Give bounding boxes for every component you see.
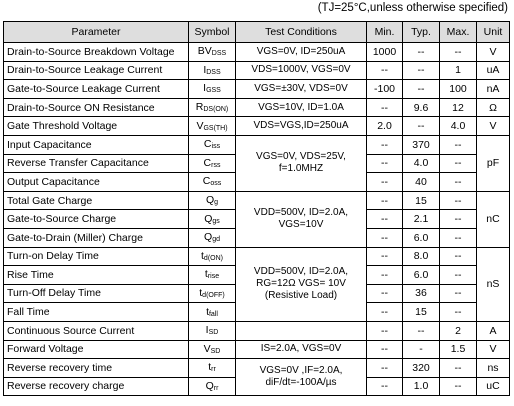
unit-cell: V (477, 117, 510, 136)
max-cell: -- (440, 377, 477, 396)
max-cell: 4.0 (440, 117, 477, 136)
parameter-cell: Gate-to-Drain (Miller) Charge (4, 228, 189, 247)
parameter-cell: Gate-to-Source Leakage Current (4, 80, 189, 99)
max-cell: -- (440, 135, 477, 154)
max-cell: -- (440, 247, 477, 266)
parameter-cell: Reverse recovery charge (4, 377, 189, 396)
parameter-cell: Total Gate Charge (4, 191, 189, 210)
typ-cell: 6.0 (403, 266, 440, 285)
electrical-characteristics-table (3, 21, 510, 396)
test-condition-cell: VGS=0V, VDS=25V, f=1.0MHZ (236, 135, 367, 191)
typ-cell: -- (403, 80, 440, 99)
symbol-cell: $Q_{gs}$ (189, 210, 236, 229)
max-cell: -- (440, 173, 477, 192)
typ-cell: 15 (403, 303, 440, 322)
test-condition-cell: VGS=±30V, VDS=0V (236, 80, 367, 99)
typ-cell: - (403, 340, 440, 359)
symbol-cell: $I_{GSS}$ (189, 80, 236, 99)
min-cell: -- (367, 154, 403, 173)
max-cell: -- (440, 266, 477, 285)
symbol-cell: $t_{d(OFF)}$ (189, 284, 236, 303)
header-row (4, 22, 510, 43)
typ-cell: -- (403, 321, 440, 340)
min-cell: -- (367, 191, 403, 210)
symbol-cell: $t_{rise}$ (189, 266, 236, 285)
symbol-cell: $I_{DSS}$ (189, 61, 236, 80)
table-row (4, 321, 510, 340)
unit-cell: uA (477, 61, 510, 80)
symbol-cell: $I_{SD}$ (189, 321, 236, 340)
max-cell: 1 (440, 61, 477, 80)
symbol-cell: $C_{iss}$ (189, 135, 236, 154)
parameter-cell: Drain-to-Source Leakage Current (4, 61, 189, 80)
parameter-cell: Reverse recovery time (4, 359, 189, 378)
table-row (4, 247, 510, 266)
max-cell: -- (440, 191, 477, 210)
test-condition-cell (236, 321, 367, 340)
max-cell: -- (440, 210, 477, 229)
unit-cell: V (477, 43, 510, 62)
unit-cell: A (477, 321, 510, 340)
parameter-cell: Gate Threshold Voltage (4, 117, 189, 136)
min-cell: -- (367, 359, 403, 378)
table-row (4, 61, 510, 80)
parameter-cell: Continuous Source Current (4, 321, 189, 340)
table-row (4, 191, 510, 210)
max-cell: -- (440, 303, 477, 322)
table-row (4, 80, 510, 99)
min-cell: -- (367, 377, 403, 396)
parameter-cell: Drain-to-Source ON Resistance (4, 98, 189, 117)
test-condition-cell: IS=2.0A, VGS=0V (236, 340, 367, 359)
unit-cell: nC (477, 191, 510, 247)
col-header-unit: Unit (477, 22, 510, 43)
parameter-cell: Rise Time (4, 266, 189, 285)
typ-cell: 4.0 (403, 154, 440, 173)
parameter-cell: Turn-Off Delay Time (4, 284, 189, 303)
min-cell: -- (367, 266, 403, 285)
symbol-cell: $Q_g$ (189, 191, 236, 210)
max-cell: 12 (440, 98, 477, 117)
parameter-cell: Gate-to-Source Charge (4, 210, 189, 229)
unit-cell: V (477, 340, 510, 359)
max-cell: 100 (440, 80, 477, 99)
table-row (4, 98, 510, 117)
col-header-typ: Typ. (403, 22, 440, 43)
max-cell: -- (440, 284, 477, 303)
min-cell: -- (367, 340, 403, 359)
unit-cell: Ω (477, 98, 510, 117)
test-condition-cell: VGS=0V, ID=250uA (236, 43, 367, 62)
min-cell: -- (367, 321, 403, 340)
min-cell: -- (367, 61, 403, 80)
min-cell: 2.0 (367, 117, 403, 136)
max-cell: 1.5 (440, 340, 477, 359)
symbol-cell: $V_{GS(TH)}$ (189, 117, 236, 136)
col-header-max: Max. (440, 22, 477, 43)
parameter-cell: Drain-to-Source Breakdown Voltage (4, 43, 189, 62)
min-cell: -- (367, 210, 403, 229)
max-cell: -- (440, 228, 477, 247)
parameter-cell: Forward Voltage (4, 340, 189, 359)
unit-cell: pF (477, 135, 510, 191)
symbol-cell: $C_{oss}$ (189, 173, 236, 192)
parameter-cell: Input Capacitance (4, 135, 189, 154)
parameter-cell: Output Capacitance (4, 173, 189, 192)
conditions-note: (TJ=25°C,unless otherwise specified) (317, 2, 508, 14)
typ-cell: 9.6 (403, 98, 440, 117)
typ-cell: -- (403, 61, 440, 80)
typ-cell: 320 (403, 359, 440, 378)
min-cell: 1000 (367, 43, 403, 62)
test-condition-cell: VGS=0V ,IF=2.0A, diF/dt=-100A/µs (236, 359, 367, 396)
typ-cell: 1.0 (403, 377, 440, 396)
test-condition-cell: VDS=1000V, VGS=0V (236, 61, 367, 80)
test-condition-cell: VDS=VGS,ID=250uA (236, 117, 367, 136)
table-row (4, 117, 510, 136)
min-cell: -- (367, 228, 403, 247)
col-header-symbol: Symbol (189, 22, 236, 43)
max-cell: -- (440, 359, 477, 378)
symbol-cell: $t_{d(ON)}$ (189, 247, 236, 266)
min-cell: -- (367, 303, 403, 322)
min-cell: -100 (367, 80, 403, 99)
table-row (4, 359, 510, 378)
unit-cell: ns (477, 359, 510, 378)
min-cell: -- (367, 173, 403, 192)
unit-cell: nS (477, 247, 510, 321)
test-condition-cell: VGS=10V, ID=1.0A (236, 98, 367, 117)
symbol-cell: $V_{SD}$ (189, 340, 236, 359)
max-cell: 2 (440, 321, 477, 340)
col-header-parameter: Parameter (4, 22, 189, 43)
col-header-min: Min. (367, 22, 403, 43)
min-cell: -- (367, 135, 403, 154)
symbol-cell: $C_{rss}$ (189, 154, 236, 173)
typ-cell: 8.0 (403, 247, 440, 266)
symbol-cell: $t_{rr}$ (189, 359, 236, 378)
typ-cell: -- (403, 117, 440, 136)
symbol-cell: $t_{fall}$ (189, 303, 236, 322)
parameter-cell: Reverse Transfer Capacitance (4, 154, 189, 173)
col-header-test-conditions: Test Conditions (236, 22, 367, 43)
unit-cell: uC (477, 377, 510, 396)
typ-cell: -- (403, 43, 440, 62)
typ-cell: 15 (403, 191, 440, 210)
typ-cell: 2.1 (403, 210, 440, 229)
typ-cell: 370 (403, 135, 440, 154)
unit-cell: nA (477, 80, 510, 99)
symbol-cell: $BV_{DSS}$ (189, 43, 236, 62)
table-row (4, 43, 510, 62)
max-cell: -- (440, 154, 477, 173)
parameter-cell: Fall Time (4, 303, 189, 322)
typ-cell: 40 (403, 173, 440, 192)
parameter-cell: Turn-on Delay Time (4, 247, 189, 266)
min-cell: -- (367, 98, 403, 117)
symbol-cell: $R_{DS(ON)}$ (189, 98, 236, 117)
test-condition-cell: VDD=500V, ID=2.0A, RG=12Ω VGS= 10V (Resistive Load) (236, 247, 367, 321)
min-cell: -- (367, 284, 403, 303)
table-row (4, 135, 510, 154)
symbol-cell: $Q_{rr}$ (189, 377, 236, 396)
max-cell: -- (440, 43, 477, 62)
typ-cell: 36 (403, 284, 440, 303)
typ-cell: 6.0 (403, 228, 440, 247)
min-cell: -- (367, 247, 403, 266)
symbol-cell: $Q_{gd}$ (189, 228, 236, 247)
test-condition-cell: VDD=500V, ID=2.0A, VGS=10V (236, 191, 367, 247)
table-row (4, 340, 510, 359)
